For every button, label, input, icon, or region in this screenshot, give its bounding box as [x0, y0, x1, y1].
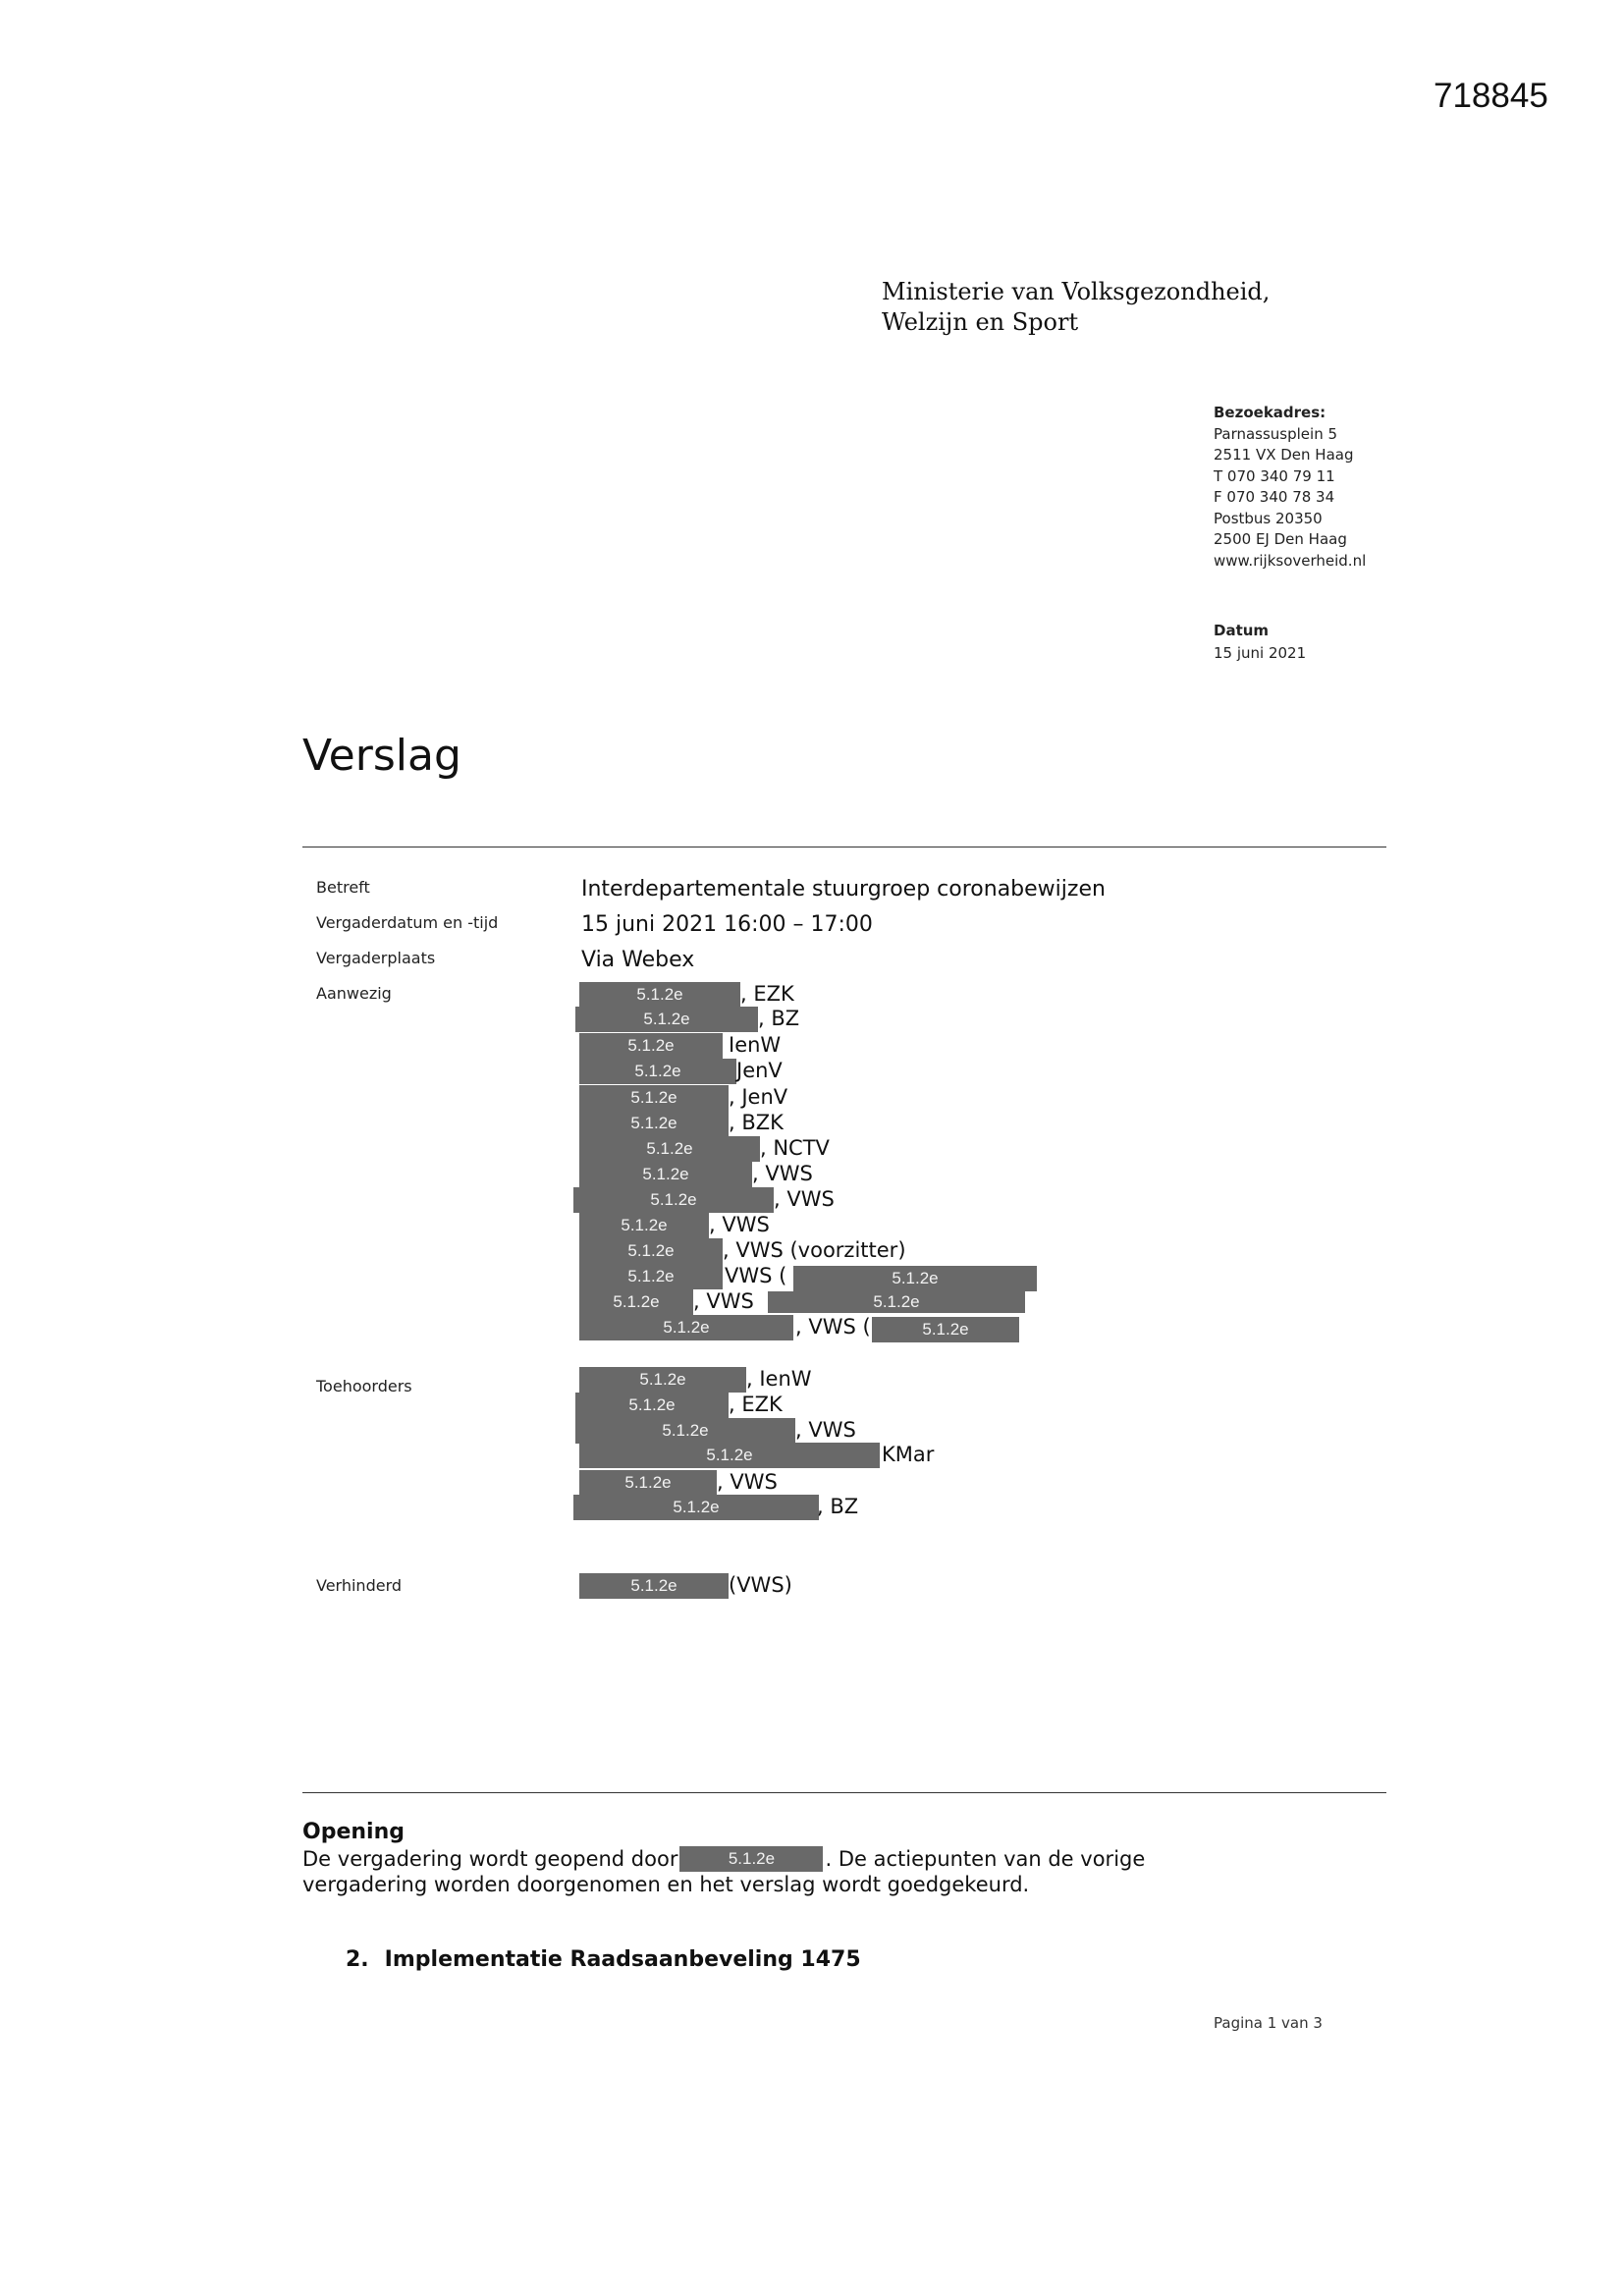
attendee-affiliation: , VWS: [774, 1187, 835, 1211]
redaction-box: 5.1.2e: [579, 1289, 693, 1315]
address-label: Bezoekadres:: [1214, 404, 1326, 421]
attendee-affiliation: IenW: [729, 1033, 782, 1057]
verhinderd-label: Verhinderd: [316, 1576, 403, 1595]
redaction-box: 5.1.2e: [575, 1418, 795, 1444]
vergaderdatum-value: 15 juni 2021 16:00 – 17:00: [581, 912, 873, 937]
redaction-box: 5.1.2e: [793, 1266, 1037, 1291]
address-line: F 070 340 78 34: [1214, 488, 1335, 506]
attendee-affiliation: , BZ: [758, 1007, 800, 1030]
address-block: [1214, 403, 1366, 572]
redaction-box: 5.1.2e: [575, 1393, 729, 1418]
attendee-affiliation: , BZK: [729, 1111, 784, 1134]
attendee-affiliation: , EZK: [740, 982, 794, 1006]
opening-text: . De actiepunten van de vorige: [825, 1847, 1146, 1871]
listener-affiliation: , VWS: [795, 1418, 856, 1442]
attendee-affiliation: , NCTV: [760, 1136, 830, 1160]
opening-text: vergadering worden doorgenomen en het verslag wordt goedgekeurd.: [302, 1873, 1030, 1896]
address-website[interactable]: www.rijksoverheid.nl: [1214, 551, 1367, 570]
vergaderplaats-value: Via Webex: [581, 948, 695, 972]
address-line: Parnassusplein 5: [1214, 424, 1338, 443]
toehoorders-label: Toehoorders: [316, 1377, 412, 1395]
page-title: Verslag: [302, 731, 461, 781]
listener-affiliation: , BZ: [817, 1495, 859, 1518]
vergaderplaats-label: Vergaderplaats: [316, 949, 436, 967]
date-block: [1214, 620, 1306, 665]
redaction-box: 5.1.2e: [579, 1264, 723, 1289]
redaction-box: 5.1.2e: [872, 1317, 1019, 1342]
redaction-box: 5.1.2e: [579, 1162, 752, 1187]
agenda-item-number: 2.: [346, 1947, 369, 1972]
vergaderdatum-label: Vergaderdatum en -tijd: [316, 913, 499, 932]
page-number: Pagina 1 van 3: [1214, 2014, 1323, 2032]
address-line: Postbus 20350: [1214, 509, 1323, 527]
opening-heading: Opening: [302, 1820, 405, 1844]
redaction-box: 5.1.2e: [579, 982, 740, 1008]
redaction-box: 5.1.2e: [573, 1495, 819, 1520]
redaction-box: 5.1.2e: [679, 1846, 823, 1872]
date-value: 15 juni 2021: [1214, 644, 1307, 662]
divider: [302, 1792, 1386, 1793]
redaction-box: 5.1.2e: [768, 1291, 1025, 1313]
redaction-box: 5.1.2e: [579, 1315, 793, 1340]
redaction-box: 5.1.2e: [579, 1573, 729, 1599]
redaction-box: 5.1.2e: [575, 1007, 758, 1032]
opening-text: De vergadering wordt geopend door: [302, 1847, 678, 1871]
betreft-value: Interdepartementale stuurgroep coronabewijzen: [581, 877, 1106, 902]
redaction-box: 5.1.2e: [579, 1367, 746, 1393]
agenda-item-title: Implementatie Raadsaanbeveling 1475: [384, 1947, 861, 1972]
redaction-box: 5.1.2e: [579, 1033, 723, 1059]
attendee-affiliation: , VWS: [752, 1162, 813, 1185]
address-line: 2500 EJ Den Haag: [1214, 530, 1347, 548]
redaction-box: 5.1.2e: [573, 1187, 774, 1213]
date-label: Datum: [1214, 622, 1270, 639]
address-line: 2511 VX Den Haag: [1214, 446, 1354, 464]
redaction-box: 5.1.2e: [579, 1085, 729, 1111]
listener-affiliation: KMar: [882, 1443, 935, 1466]
redaction-box: 5.1.2e: [579, 1443, 880, 1468]
opening-paragraph: [302, 1846, 1145, 1897]
document-number: 718845: [1434, 77, 1548, 115]
attendee-affiliation: VWS (: [725, 1264, 787, 1287]
redaction-box: 5.1.2e: [579, 1111, 729, 1136]
agenda-item-2: [346, 1947, 861, 1972]
redaction-box: 5.1.2e: [579, 1238, 723, 1264]
ministry-logo-text: [882, 277, 1270, 338]
attendee-affiliation: , JenV: [729, 1085, 788, 1109]
redaction-box: 5.1.2e: [579, 1136, 760, 1162]
absent-affiliation: (VWS): [729, 1573, 792, 1597]
betreft-label: Betreft: [316, 878, 370, 897]
listener-affiliation: , VWS: [717, 1470, 778, 1494]
redaction-box: 5.1.2e: [579, 1059, 736, 1084]
attendee-affiliation: , VWS (: [795, 1315, 871, 1339]
attendee-affiliation: , VWS: [693, 1289, 754, 1313]
address-line: T 070 340 79 11: [1214, 466, 1335, 485]
listener-affiliation: , EZK: [729, 1393, 783, 1416]
attendee-affiliation: JenV: [736, 1059, 783, 1082]
attendee-affiliation: , VWS: [709, 1213, 770, 1236]
redaction-box: 5.1.2e: [579, 1470, 717, 1496]
ministry-line-2: Welzijn en Sport: [882, 308, 1079, 336]
aanwezig-label: Aanwezig: [316, 984, 392, 1003]
redaction-box: 5.1.2e: [579, 1213, 709, 1238]
listener-affiliation: , IenW: [746, 1367, 812, 1391]
ministry-line-1: Ministerie van Volksgezondheid,: [882, 278, 1271, 305]
attendee-affiliation: , VWS (voorzitter): [723, 1238, 906, 1262]
